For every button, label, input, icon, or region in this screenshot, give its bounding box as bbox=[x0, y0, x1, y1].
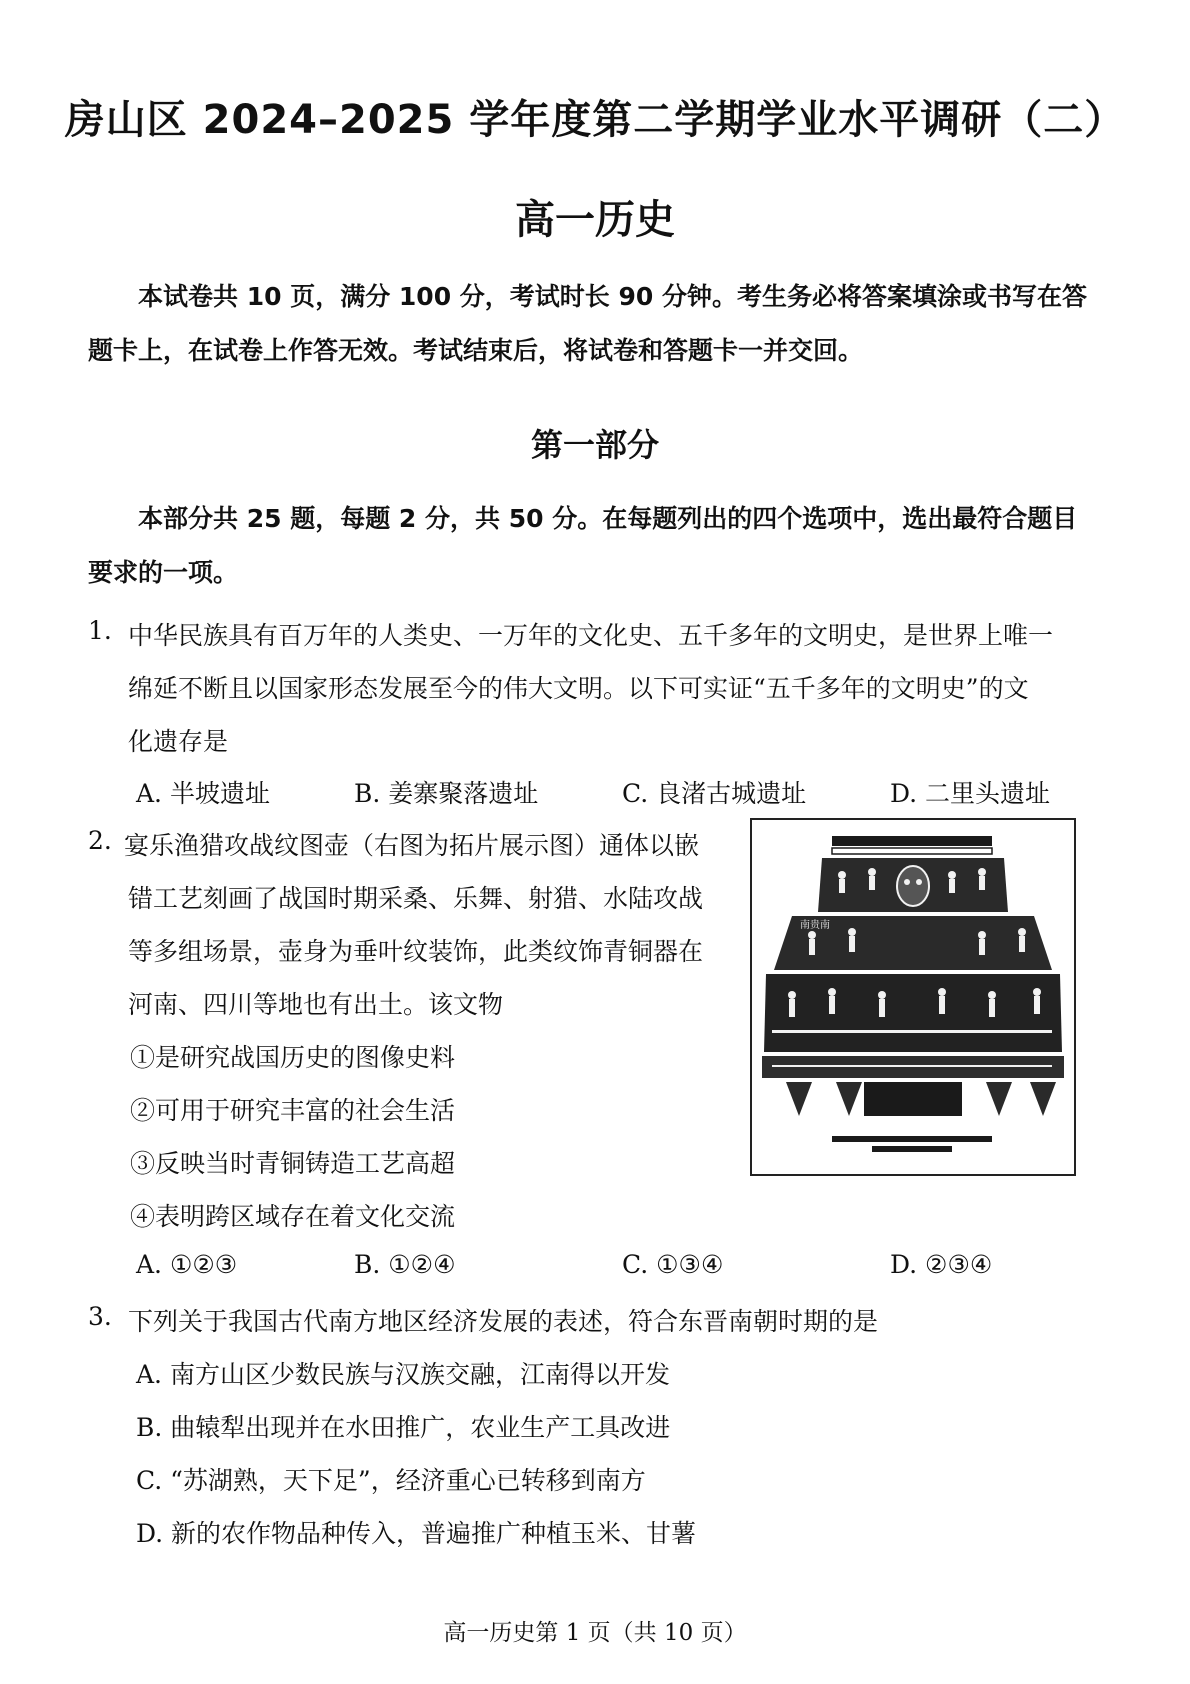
question-1-number: 1. bbox=[88, 616, 112, 645]
question-3-option-d[interactable]: D. 新的农作物品种传入，普遍推广种植玉米、甘薯 bbox=[136, 1519, 697, 1548]
question-2-line-3: 等多组场景，壶身为垂叶纹装饰，此类纹饰青铜器在 bbox=[128, 937, 704, 966]
question-2-line-2: 错工艺刻画了战国时期采桑、乐舞、射猎、水陆攻战 bbox=[128, 884, 704, 913]
question-2-statement-4: ④表明跨区域存在着文化交流 bbox=[130, 1202, 456, 1231]
question-2-option-a[interactable]: A. ①②③ bbox=[136, 1250, 238, 1279]
question-2-option-d[interactable]: D. ②③④ bbox=[890, 1250, 993, 1279]
question-1-option-b[interactable]: B. 姜寨聚落遗址 bbox=[354, 779, 539, 808]
question-1-option-d[interactable]: D. 二里头遗址 bbox=[890, 779, 1051, 808]
question-2-option-c[interactable]: C. ①③④ bbox=[622, 1250, 724, 1279]
section-title: 第一部分 bbox=[530, 426, 659, 464]
question-2-line-1: 宴乐渔猎攻战纹图壶（右图为拓片展示图）通体以嵌 bbox=[124, 831, 700, 860]
question-3-number: 3. bbox=[88, 1302, 112, 1331]
page-footer: 高一历史第 1 页（共 10 页） bbox=[443, 1620, 747, 1646]
question-1-option-a[interactable]: A. 半坡遗址 bbox=[136, 779, 270, 808]
question-1-line-3: 化遗存是 bbox=[128, 727, 229, 756]
question-3-stem: 下列关于我国古代南方地区经济发展的表述，符合东晋南朝时期的是 bbox=[128, 1307, 879, 1336]
bronze-vessel-rubbing-image bbox=[750, 818, 1076, 1176]
question-2-statement-3: ③反映当时青铜铸造工艺高超 bbox=[130, 1149, 456, 1178]
question-2-option-b[interactable]: B. ①②④ bbox=[354, 1250, 456, 1279]
question-1-line-2: 绵延不断且以国家形态发展至今的伟大文明。以下可实证“五千多年的文明史”的文 bbox=[128, 674, 1029, 703]
question-3-option-a[interactable]: A. 南方山区少数民族与汉族交融，江南得以开发 bbox=[136, 1360, 670, 1389]
section-line-2: 要求的一项。 bbox=[88, 558, 239, 587]
question-1-option-c[interactable]: C. 良渚古城遗址 bbox=[622, 779, 807, 808]
question-3-option-b[interactable]: B. 曲辕犁出现并在水田推广，农业生产工具改进 bbox=[136, 1413, 671, 1442]
question-2-number: 2. bbox=[88, 826, 112, 855]
exam-title: 房山区 2024–2025 学年度第二学期学业水平调研（二） bbox=[64, 97, 1126, 143]
question-2-statement-2: ②可用于研究丰富的社会生活 bbox=[130, 1096, 456, 1125]
intro-instructions bbox=[88, 270, 1108, 378]
question-1-line-1: 中华民族具有百万年的人类史、一万年的文化史、五千多年的文明史，是世界上唯一 bbox=[128, 621, 1054, 650]
exam-subject: 高一历史 bbox=[515, 197, 675, 243]
intro-line-1: 本试卷共 10 页，满分 100 分，考试时长 90 分钟。考生务必将答案填涂或书写在答 bbox=[138, 282, 1087, 311]
question-3-option-c[interactable]: C. “苏湖熟，天下足”，经济重心已转移到南方 bbox=[136, 1466, 646, 1495]
intro-line-2: 题卡上，在试卷上作答无效。考试结束后，将试卷和答题卡一并交回。 bbox=[88, 336, 864, 365]
vessel-rubbing-illustration bbox=[752, 820, 1074, 1174]
question-2-statement-1: ①是研究战国历史的图像史料 bbox=[130, 1043, 456, 1072]
section-line-1: 本部分共 25 题，每题 2 分，共 50 分。在每题列出的四个选项中，选出最符合题目 bbox=[138, 504, 1078, 533]
question-2-line-4: 河南、四川等地也有出土。该文物 bbox=[128, 990, 504, 1019]
figure-label: 南贵南 bbox=[800, 920, 830, 931]
section-instructions bbox=[88, 492, 1108, 600]
